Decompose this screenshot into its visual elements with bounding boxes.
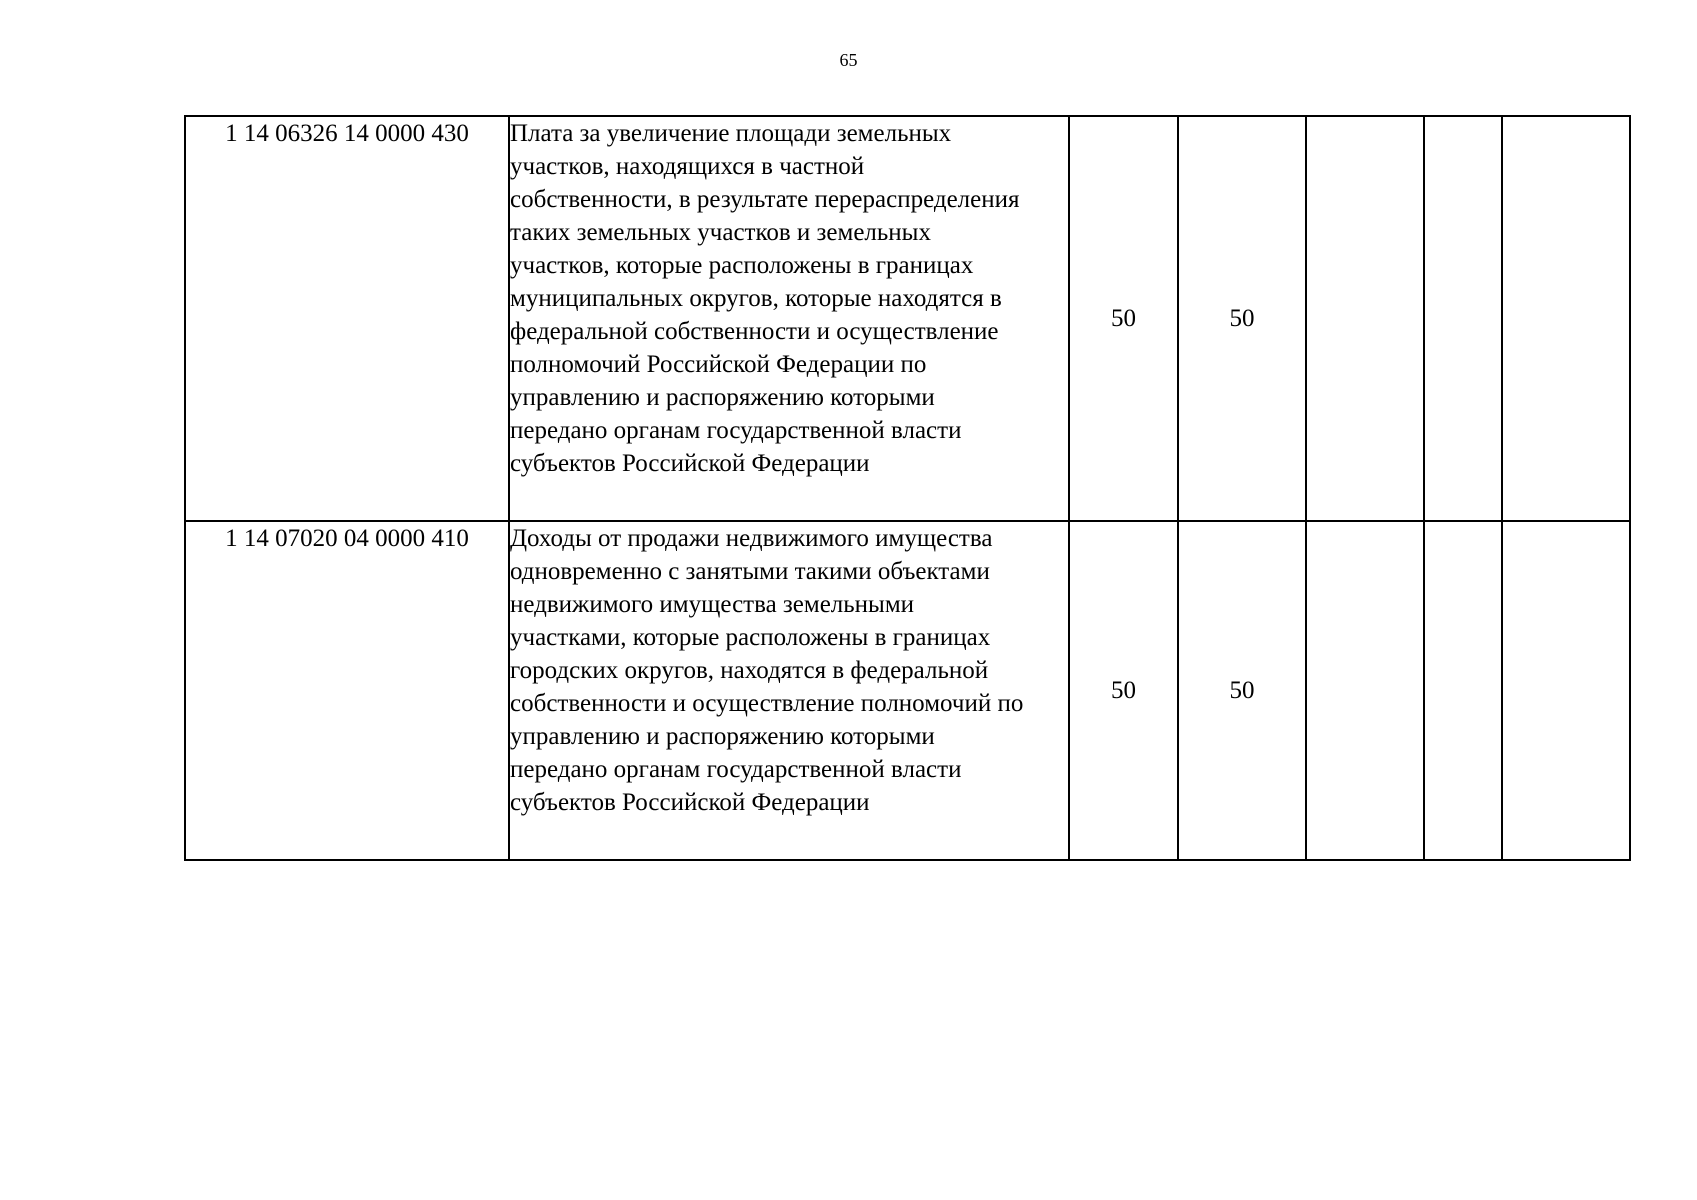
description-line: управлению и распоряжению которыми	[510, 723, 935, 750]
description-line: передано органам государственной власти	[510, 417, 962, 444]
description-line: Плата за увеличение площади земельных	[510, 120, 952, 147]
description-line: городских округов, находятся в федеральной	[510, 657, 989, 684]
description-line: полномочий Российской Федерации по	[510, 351, 927, 378]
description-line: недвижимого имущества земельными	[510, 591, 915, 618]
description-line: участками, которые расположены в границах	[510, 624, 991, 651]
description-line: собственности, в результате перераспределения	[510, 186, 1020, 213]
value-cell-4	[1424, 116, 1502, 521]
value-cell-2: 50	[1178, 116, 1306, 521]
description-line: участков, находящихся в частной	[510, 153, 865, 180]
revenue-description-cell	[509, 521, 1069, 860]
value-cell-2: 50	[1178, 521, 1306, 860]
revenue-code-cell: 1 14 06326 14 0000 430	[185, 116, 509, 521]
value-cell-5	[1502, 521, 1630, 860]
description-line: Доходы от продажи недвижимого имущества	[510, 525, 993, 552]
description-line: таких земельных участков и земельных	[510, 219, 931, 246]
revenue-description-cell	[509, 116, 1069, 521]
value-cell-1: 50	[1069, 521, 1178, 860]
description-line: субъектов Российской Федерации	[510, 450, 870, 477]
description-line: одновременно с занятыми такими объектами	[510, 558, 990, 585]
table-row	[185, 116, 1630, 521]
description-line: собственности и осуществление полномочий по	[510, 690, 1024, 717]
description-line: муниципальных округов, которые находятся в	[510, 285, 1002, 312]
table-row	[185, 521, 1630, 860]
value-cell-1: 50	[1069, 116, 1178, 521]
value-cell-3	[1306, 116, 1424, 521]
description-line: участков, которые расположены в границах	[510, 252, 974, 279]
revenue-table	[184, 115, 1631, 861]
revenue-code-cell: 1 14 07020 04 0000 410	[185, 521, 509, 860]
value-cell-5	[1502, 116, 1630, 521]
description-line: федеральной собственности и осуществление	[510, 318, 999, 345]
description-line: субъектов Российской Федерации	[510, 789, 870, 816]
page-number: 65	[839, 50, 858, 70]
value-cell-3	[1306, 521, 1424, 860]
value-cell-4	[1424, 521, 1502, 860]
description-line: управлению и распоряжению которыми	[510, 384, 935, 411]
description-line: передано органам государственной власти	[510, 756, 962, 783]
